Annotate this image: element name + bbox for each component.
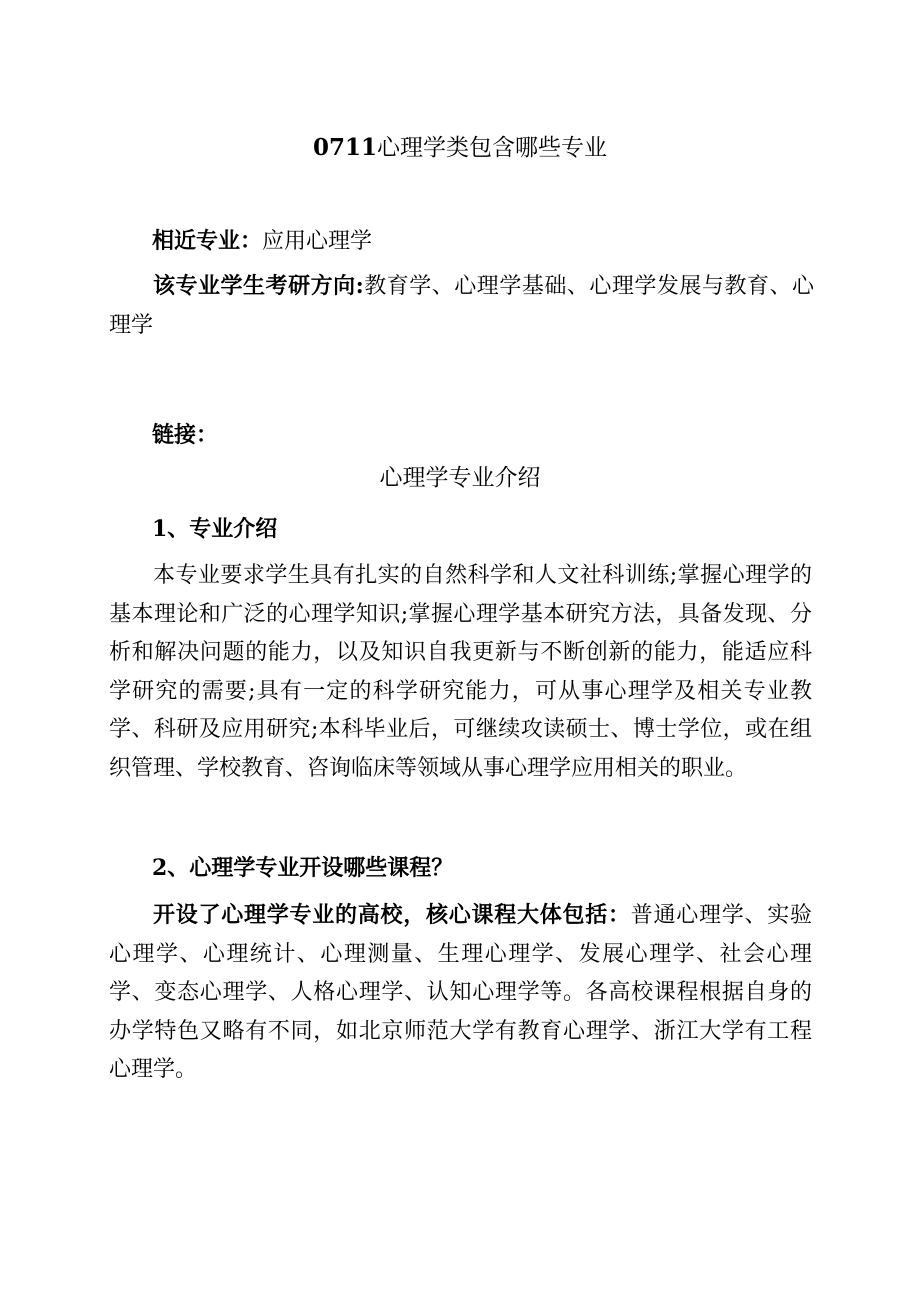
related-major-value: 应用心理学 — [262, 229, 373, 254]
heading-intro: 1、专业介绍 — [152, 516, 278, 542]
courses-paragraph-body: 普通心理学、实验心理学、心理统计、心理测量、生理心理学、发展心理学、社会心理学、变态心理学、人格心理学、认知心理学等。各高校课程根据自身的办学特色又略有不同，如北京师范大学有教育心理学、浙江大学有工程心理学。 — [109, 903, 812, 1082]
title-code: 0711 — [312, 134, 377, 161]
document-title — [0, 133, 920, 163]
courses-paragraph — [109, 896, 812, 1090]
section-title: 心理学专业介绍 — [379, 465, 541, 491]
exam-direction-line — [109, 267, 814, 345]
link-label: 链接： — [152, 422, 219, 448]
exam-direction-value: 教育学、心理学基础、心理学发展与教育、心理学 — [109, 274, 814, 338]
heading-courses: 2、心理学专业开设哪些课程？ — [152, 855, 454, 881]
courses-paragraph-lead: 开设了心理学专业的高校，核心课程大体包括： — [153, 902, 631, 928]
exam-direction-label: 该专业学生考研方向: — [153, 273, 364, 299]
related-major-line — [152, 226, 372, 257]
related-major-label: 相近专业： — [152, 228, 263, 254]
intro-paragraph: 本专业要求学生具有扎实的自然科学和人文社科训练;掌握心理学的基本理论和广泛的心理学知识;掌握心理学基本研究方法，具备发现、分析和解决问题的能力，以及知识自我更新与不断创新的能力，能适应科学研究的需要;具有一定的科学研究能力，可从事心理学及相关专业教学、科研及应用研究;本科毕业后，可继续攻读硕士、博士学位，或在组织管理、学校教育、咨询临床等领域从事心理学应用相关的职业。 — [109, 563, 812, 781]
title-text: 心理学类包含哪些专业 — [377, 135, 607, 161]
